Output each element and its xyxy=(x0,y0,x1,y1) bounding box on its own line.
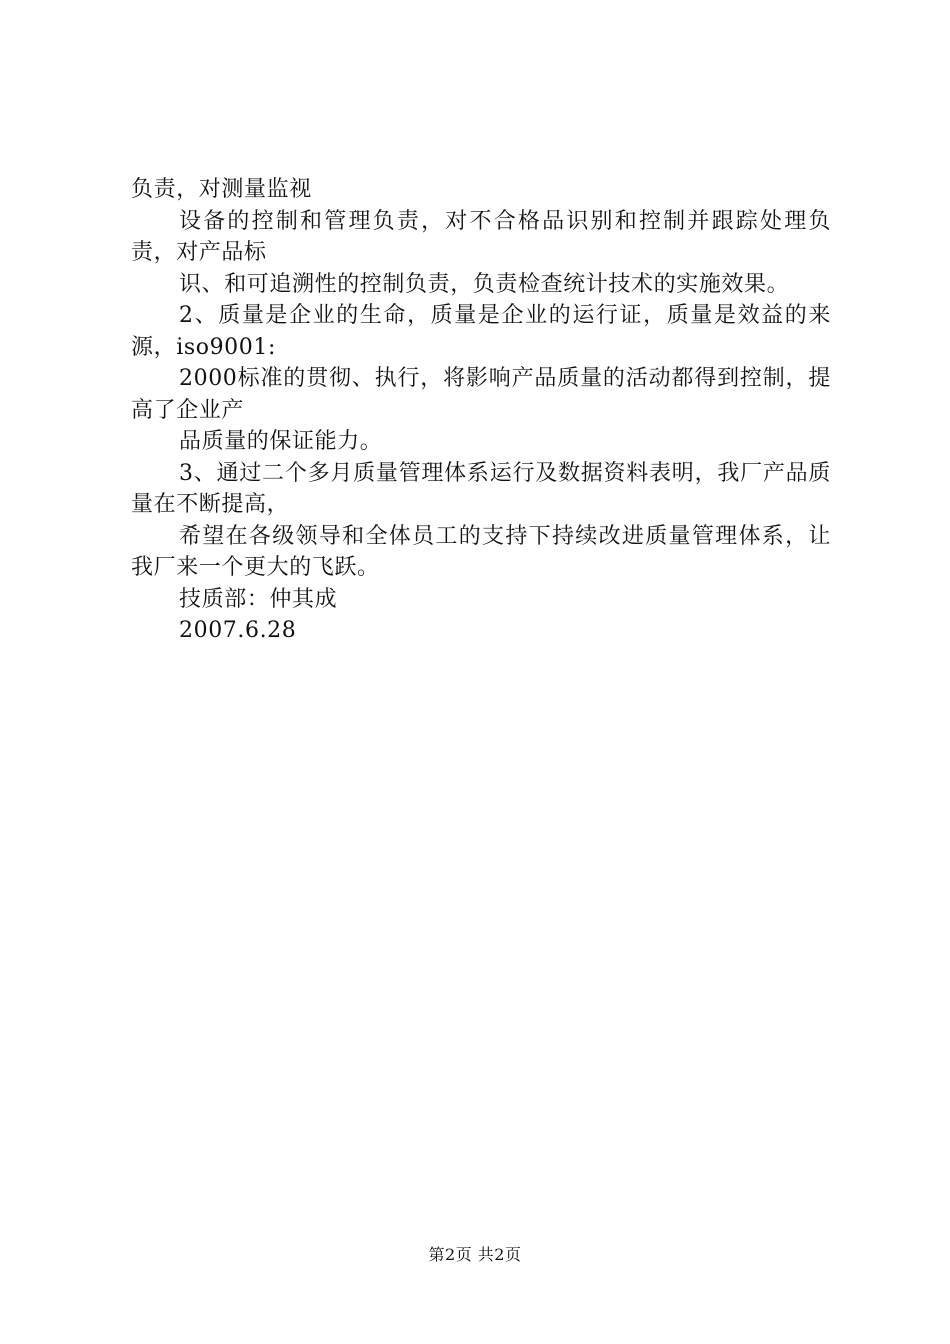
page-footer xyxy=(0,1243,950,1267)
paragraph-4: 2、质量是企业的生命，质量是企业的运行证，质量是效益的来源，iso9001: xyxy=(131,303,831,360)
signature-department: 技质部：仲其成 xyxy=(179,586,338,612)
paragraph-6: 品质量的保证能力。 xyxy=(179,429,383,454)
signature-date: 2007.6.28 xyxy=(179,618,297,643)
paragraph-7: 3、通过二个多月质量管理体系运行及数据资料表明，我厂产品质量在不断提高， xyxy=(131,460,831,517)
paragraph-2: 设备的控制和管理负责，对不合格品识别和控制并跟踪处理负责，对产品标 xyxy=(131,208,831,265)
document-body xyxy=(131,174,831,647)
paragraph-8: 希望在各级领导和全体员工的支持下持续改进质量管理体系，让我厂来一个更大的飞跃。 xyxy=(131,523,831,580)
paragraph-3: 识、和可追溯性的控制负责，负责检查统计技术的实施效果。 xyxy=(179,271,790,297)
paragraph-1: 负责，对测量监视 xyxy=(131,177,312,202)
page-number-label: 第2页 共2页 xyxy=(428,1245,522,1264)
paragraph-5: 2000标准的贯彻、执行，将影响产品质量的活动都得到控制，提高了企业产 xyxy=(131,366,831,423)
